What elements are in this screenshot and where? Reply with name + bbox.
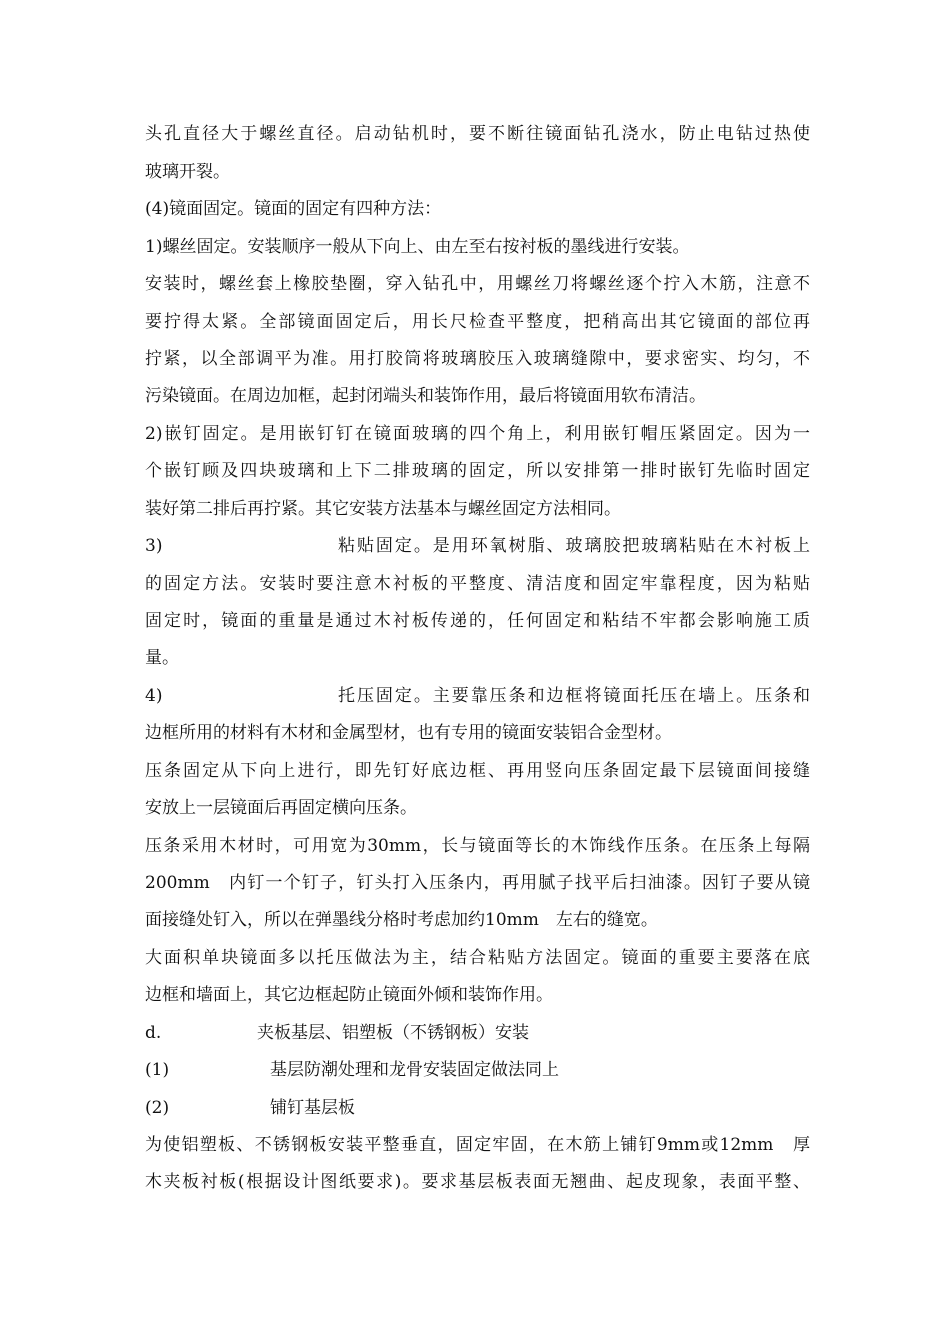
list-marker: (1)	[145, 1060, 170, 1080]
text-line: 头孔直径大于螺丝直径。启动钻机时，要不断往镜面钻孔浇水，防止电钻过热使	[145, 124, 810, 144]
text-line: 铺钉基层板	[270, 1098, 355, 1118]
list-item-3	[145, 534, 810, 558]
text-line: 量。	[145, 648, 179, 668]
text-line: 基层防潮处理和龙骨安装固定做法同上	[270, 1060, 559, 1080]
text-line: 为使铝塑板、不锈钢板安装平整垂直，固定牢固，在木筋上铺钉9mm或12mm 厚	[145, 1135, 810, 1155]
list-item-2	[145, 1096, 810, 1120]
text-line: 要拧得太紧。全部镜面固定后，用长尺检查平整度，把稍高出其它镜面的部位再	[145, 312, 810, 332]
text-line: (4)镜面固定。镜面的固定有四种方法：	[145, 199, 442, 219]
text-line: 个嵌钉顾及四块玻璃和上下二排玻璃的固定，所以安排第一排时嵌钉先临时固定	[145, 461, 810, 481]
text-line: 固定时，镜面的重量是通过木衬板传递的，任何固定和粘结不牢都会影响施工质	[145, 611, 810, 631]
text-line: 压条固定从下向上进行，即先钉好底边框、再用竖向压条固定最下层镜面间接缝	[145, 761, 810, 781]
text-line: 托压固定。主要靠压条和边框将镜面托压在墙上。压条和	[338, 686, 810, 706]
text-line: 压条采用木材时，可用宽为30mm，长与镜面等长的木饰线作压条。在压条上每隔	[145, 836, 810, 856]
text-line: 玻璃开裂。	[145, 162, 230, 182]
list-marker: 4)	[145, 686, 163, 706]
text-line: 安放上一层镜面后再固定横向压条。	[145, 798, 417, 818]
section-heading-text: 夹板基层、铝塑板（不锈钢板）安装	[257, 1023, 529, 1043]
text-line: 木夹板衬板(根据设计图纸要求)。要求基层板表面无翘曲、起皮现象，表面平整、	[145, 1172, 810, 1192]
section-heading-d	[145, 1021, 810, 1045]
list-item-1	[145, 1058, 810, 1082]
text-line: 2)嵌钉固定。是用嵌钉钉在镜面玻璃的四个角上，利用嵌钉帽压紧固定。因为一	[145, 424, 810, 444]
list-marker: 3)	[145, 536, 163, 556]
text-line: 污染镜面。在周边加框，起封闭端头和装饰作用，最后将镜面用软布清洁。	[145, 386, 706, 406]
text-line: 粘贴固定。是用环氧树脂、玻璃胶把玻璃粘贴在木衬板上	[338, 536, 810, 556]
text-line: 面接缝处钉入，所以在弹墨线分格时考虑加约10mm 左右的缝宽。	[145, 910, 658, 930]
list-marker: (2)	[145, 1098, 170, 1118]
text-line: 边框所用的材料有木材和金属型材，也有专用的镜面安装铝合金型材。	[145, 723, 672, 743]
text-line: 边框和墙面上，其它边框起防止镜面外倾和装饰作用。	[145, 985, 553, 1005]
text-line: 1)螺丝固定。安装顺序一般从下向上、由左至右按衬板的墨线进行安装。	[145, 237, 690, 257]
text-line: 装好第二排后再拧紧。其它安装方法基本与螺丝固定方法相同。	[145, 499, 621, 519]
list-marker: d.	[145, 1023, 162, 1043]
text-line: 200mm 内钉一个钉子，钉头打入压条内，再用腻子找平后扫油漆。因钉子要从镜	[145, 873, 810, 893]
text-line: 安装时，螺丝套上橡胶垫圈，穿入钻孔中，用螺丝刀将螺丝逐个拧入木筋，注意不	[145, 274, 810, 294]
list-item-4	[145, 684, 810, 708]
text-line: 的固定方法。安装时要注意木衬板的平整度、清洁度和固定牢靠程度，因为粘贴	[145, 574, 810, 594]
text-line: 拧紧，以全部调平为准。用打胶筒将玻璃胶压入玻璃缝隙中，要求密实、均匀，不	[145, 349, 810, 369]
text-line: 大面积单块镜面多以托压做法为主，结合粘贴方法固定。镜面的重要主要落在底	[145, 948, 810, 968]
